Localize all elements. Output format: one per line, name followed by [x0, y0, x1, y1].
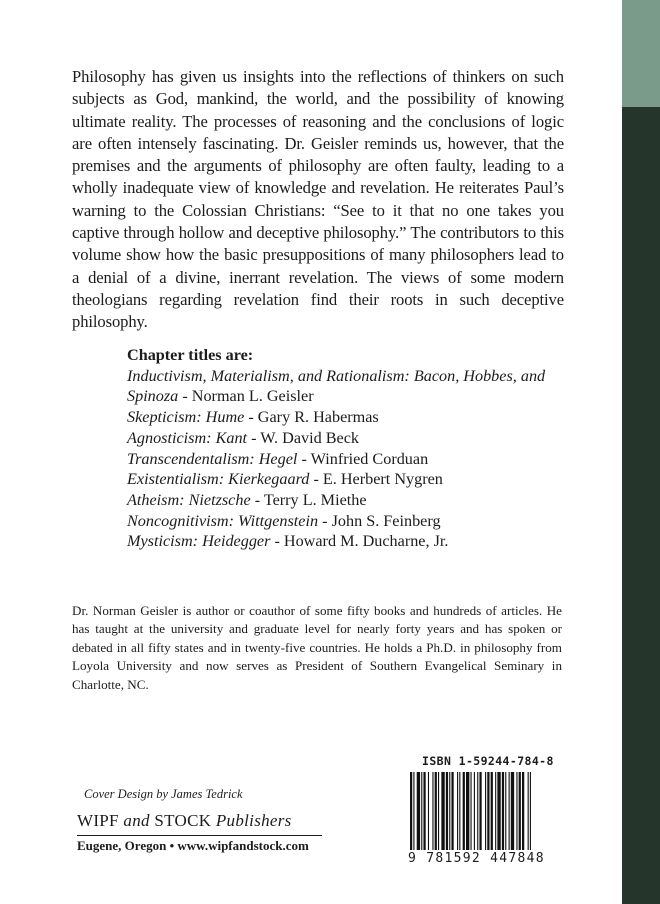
chapter-author: - Winfried Corduan	[297, 449, 429, 468]
barcode-bar	[479, 772, 481, 850]
ean-digits: 9 781592 447848	[408, 851, 545, 866]
publisher-name-publishers: Publishers	[215, 811, 292, 830]
barcode-bar	[511, 772, 514, 850]
chapter-title: Skepticism: Hume	[127, 408, 245, 427]
barcode-bar	[463, 772, 465, 850]
barcode-bar	[432, 772, 433, 850]
chapter-title: Transcendentalism: Hegel	[127, 449, 298, 468]
barcode-bar	[421, 772, 422, 850]
barcode-bar	[477, 772, 478, 850]
chapter-title: Mysticism: Heidegger	[127, 532, 271, 551]
chapter-item	[127, 449, 587, 470]
barcode-bar	[502, 772, 504, 850]
publisher-rule	[77, 835, 322, 836]
barcode-bar	[497, 772, 500, 850]
chapter-title: Inductivism, Materialism, and Rationalism: Bacon, Hobbes, and	[127, 366, 546, 385]
chapter-title: Noncognitivism: Wittgenstein	[127, 511, 319, 530]
chapter-author: - John S. Feinberg	[318, 511, 441, 530]
publisher-name	[77, 811, 292, 831]
spine-edge-light	[622, 0, 660, 107]
chapter-author: - E. Herbert Nygren	[309, 470, 443, 489]
barcode-bar	[438, 772, 439, 850]
chapter-title: Existentialism: Kierkegaard	[127, 470, 310, 489]
chapter-author: - Gary R. Habermas	[244, 408, 379, 427]
chapter-title: Spinoza	[127, 387, 179, 406]
chapter-item	[127, 428, 587, 449]
barcode-bar	[459, 772, 460, 850]
barcode-bar	[449, 772, 450, 850]
isbn-label: ISBN 1-59244-784-8	[422, 754, 554, 768]
barcode-bar	[470, 772, 471, 850]
cover-design-credit: Cover Design by James Tedrick	[84, 787, 243, 801]
chapter-item	[127, 386, 587, 407]
barcode-bar	[491, 772, 493, 850]
chapter-title: Agnosticism: Kant	[127, 428, 248, 447]
barcode-bar	[441, 772, 444, 850]
chapter-list-heading: Chapter titles are:	[127, 346, 254, 364]
chapter-list	[127, 345, 587, 552]
barcode-bar	[505, 772, 506, 850]
barcode-bar	[423, 772, 425, 850]
publisher-name-and: and	[123, 811, 150, 830]
barcode-bar	[487, 772, 489, 850]
chapter-item	[127, 366, 587, 387]
spine-edge-dark	[622, 107, 660, 904]
barcode-bar	[466, 772, 469, 850]
chapter-author: - Howard M. Ducharne, Jr.	[270, 532, 449, 551]
publisher-address: Eugene, Oregon • www.wipfandstock.com	[77, 838, 309, 853]
chapter-author: - W. David Beck	[247, 428, 360, 447]
publisher-name-stock: STOCK	[154, 811, 212, 830]
barcode-icon	[410, 772, 568, 850]
barcode-bar	[417, 772, 420, 850]
barcode-bar	[428, 772, 429, 850]
chapter-author: - Terry L. Miethe	[250, 490, 367, 509]
barcode-bar	[435, 772, 437, 850]
chapter-title: Atheism: Nietzsche	[127, 490, 251, 509]
barcode-bar	[495, 772, 496, 850]
chapter-item	[127, 407, 587, 428]
barcode-bar	[457, 772, 458, 850]
barcode-bar	[530, 772, 531, 850]
barcode-bar	[519, 772, 521, 850]
barcode-bar	[413, 772, 414, 850]
chapter-author: - Norman L. Geisler	[178, 387, 314, 406]
chapter-item	[127, 469, 587, 490]
barcode-bar	[509, 772, 510, 850]
author-bio: Dr. Norman Geisler is author or coauthor of some fifty books and hundreds of articles. He has taught at the university and graduate level for nearly forty years and has spoken or debated in all fifty states and in twenty-five countries. He holds a Ph.D. in philosophy from Loyola University and now serves as President of Southern Evangelical Seminary in Charlotte, NC.	[72, 603, 562, 692]
barcode-bar	[410, 772, 412, 850]
back-cover-blurb: Philosophy has given us insights into the reflections of thinkers on such subjects as God, mankind, the world, and the possibility of knowing ultimate reality. The processes of reasoning and the conclusions of logic are often intensely fascinating. Dr. Geisler reminds us, however, that the premises and the arguments of philosophy are often faulty, leading to a wholly inadequate view of knowledge and revelation. He reiterates Paul’s warning to the Colossian Christians: “See to it that no one takes you captive through hollow and deceptive philosophy.” The contributors to this volume show how the basic presuppositions of many philosophers lead to a denial of a divine, inerrant revelation. The views of some modern theologians regarding revelation find their roots in such deceptive philosophy.	[72, 67, 564, 332]
barcode-bar	[474, 772, 475, 850]
barcode-bar	[528, 772, 529, 850]
publisher-name-wipf: WIPF	[77, 811, 119, 830]
barcode-bar	[446, 772, 448, 850]
barcode-bar	[485, 772, 486, 850]
barcode-bar	[451, 772, 453, 850]
chapter-item	[127, 490, 587, 511]
barcode-bar	[522, 772, 524, 850]
chapter-item	[127, 511, 587, 532]
chapter-item	[127, 531, 587, 552]
barcode-bar	[516, 772, 517, 850]
